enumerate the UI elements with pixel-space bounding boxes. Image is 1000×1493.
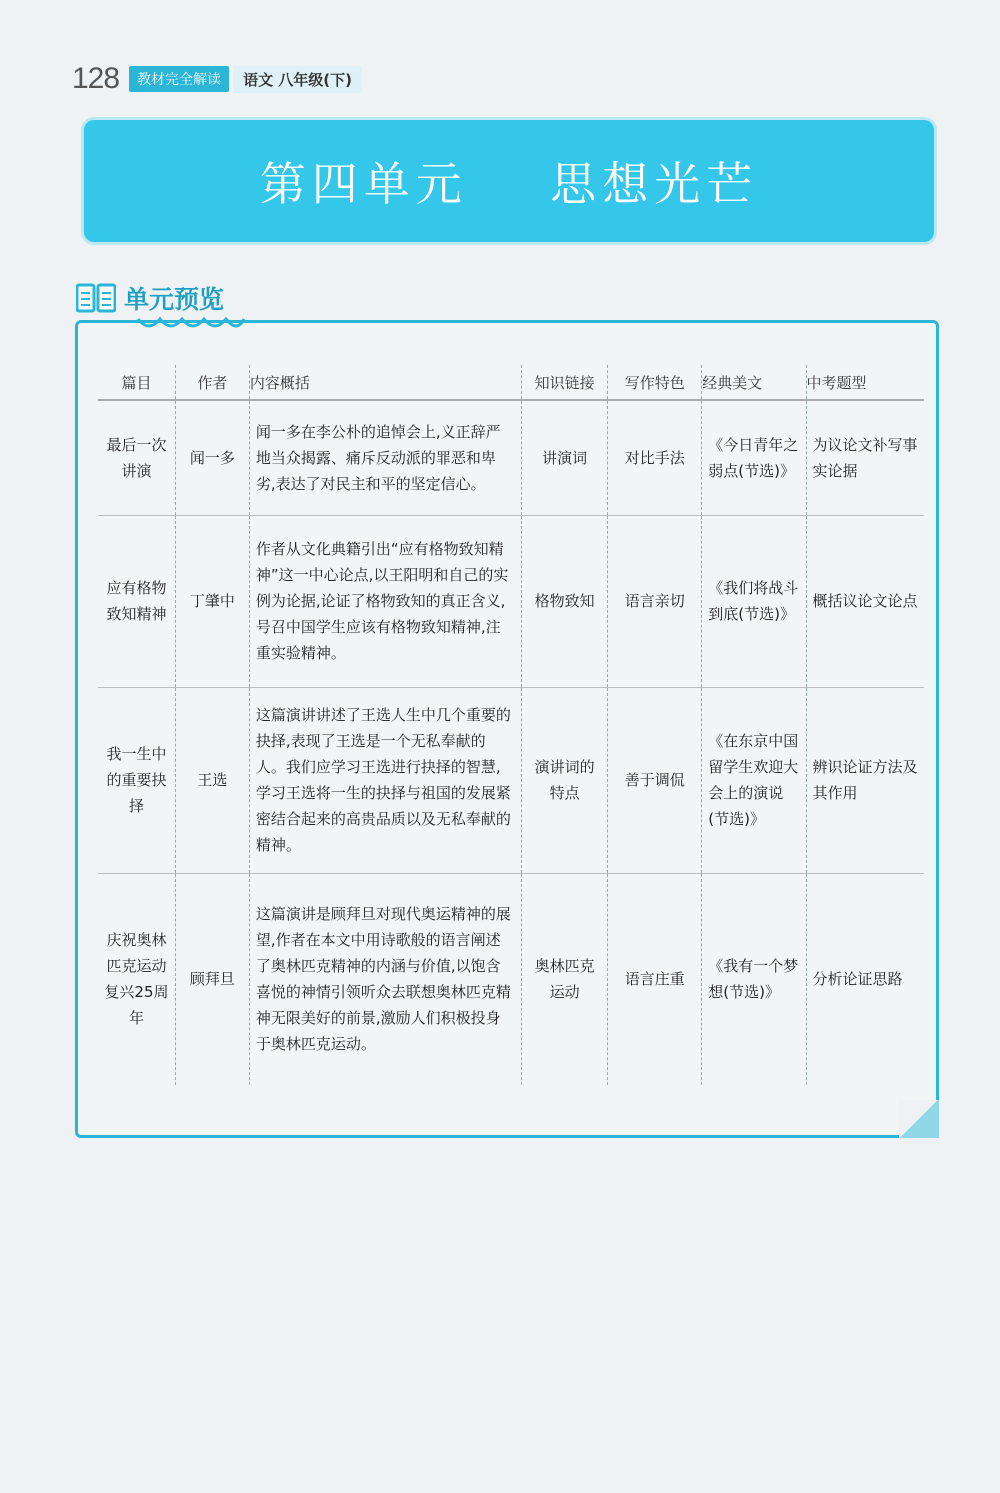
subject-label: 语文 八年级(下)	[233, 66, 362, 93]
cell-title: 我一生中的重要抉择	[98, 687, 175, 873]
table-row	[98, 400, 924, 515]
cell-summary: 作者从文化典籍引出“应有格物致知精神”这一中心论点,以王阳明和自己的实例为论据,论证了格物致知的真正含义,号召中国学生应该有格物致知精神,注重实验精神。	[249, 515, 521, 687]
cell-exam: 为议论文补写事实论据	[806, 400, 924, 515]
page-fold-corner	[899, 1100, 939, 1138]
cell-exam: 概括议论文论点	[806, 515, 924, 687]
cell-feature: 对比手法	[608, 400, 702, 515]
unit-title: 第四单元 思想光芒	[259, 157, 759, 211]
cell-summary: 这篇演讲是顾拜旦对现代奥运精神的展望,作者在本文中用诗歌般的语言阐述了奥林匹克精神的内涵与价值,以饱含喜悦的神情引领听众去联想奥林匹克精神无限美好的前景,激励人们积极投身于奥林匹克运动。	[249, 873, 521, 1085]
header-feature: 写作特色	[608, 365, 702, 400]
cell-exam: 辨识论证方法及其作用	[806, 687, 924, 873]
table-row	[98, 515, 924, 687]
cell-classic: 《今日青年之弱点(节选)》	[702, 400, 806, 515]
cell-author: 闻一多	[175, 400, 249, 515]
cell-exam: 分析论证思路	[806, 873, 924, 1085]
cell-knowledge: 讲演词	[522, 400, 608, 515]
cell-summary: 闻一多在李公朴的追悼会上,义正辞严地当众揭露、痛斥反动派的罪恶和卑劣,表达了对民主和平的坚定信心。	[249, 400, 521, 515]
section-header	[76, 280, 224, 316]
page-header	[72, 62, 362, 96]
page-number: 128	[72, 62, 120, 95]
cell-author: 顾拜旦	[175, 873, 249, 1085]
cell-summary: 这篇演讲讲述了王选人生中几个重要的抉择,表现了王选是一个无私奉献的人。我们应学习王选进行抉择的智慧,学习王选将一生的抉择与祖国的发展紧密结合起来的高贵品质以及无私奉献的精神。	[249, 687, 521, 873]
book-icon	[76, 283, 116, 313]
cell-classic: 《我们将战斗到底(节选)》	[702, 515, 806, 687]
cell-title: 最后一次讲演	[98, 400, 175, 515]
cell-title: 庆祝奥林匹克运动复兴25周年	[104, 931, 169, 1028]
cell-title: 应有格物致知精神	[98, 515, 175, 687]
header-classic: 经典美文	[702, 365, 806, 400]
cell-author: 王选	[175, 687, 249, 873]
header-exam: 中考题型	[806, 365, 924, 400]
cell-feature: 语言庄重	[608, 873, 702, 1085]
table-row	[98, 687, 924, 873]
cell-feature: 善于调侃	[608, 687, 702, 873]
cell-classic: 《我有一个梦想(节选)》	[702, 873, 806, 1085]
cell-knowledge: 格物致知	[522, 515, 608, 687]
cell-classic: 《在东京中国留学生欢迎大会上的演说(节选)》	[702, 687, 806, 873]
tab-decoration	[136, 317, 246, 333]
header-title: 篇目	[98, 365, 175, 400]
unit-banner	[84, 120, 934, 242]
unit-preview-panel	[75, 320, 939, 1138]
cell-author: 丁肇中	[175, 515, 249, 687]
header-summary: 内容概括	[249, 365, 521, 400]
header-author: 作者	[175, 365, 249, 400]
table-row	[98, 873, 924, 1085]
unit-table	[98, 365, 924, 1085]
cell-knowledge: 奥林匹克运动	[522, 873, 608, 1085]
header-knowledge: 知识链接	[522, 365, 608, 400]
cell-feature: 语言亲切	[608, 515, 702, 687]
section-title: 单元预览	[124, 285, 225, 314]
book-tag: 教材完全解读	[129, 66, 229, 92]
cell-knowledge: 演讲词的特点	[522, 687, 608, 873]
table-header-row	[98, 365, 924, 400]
